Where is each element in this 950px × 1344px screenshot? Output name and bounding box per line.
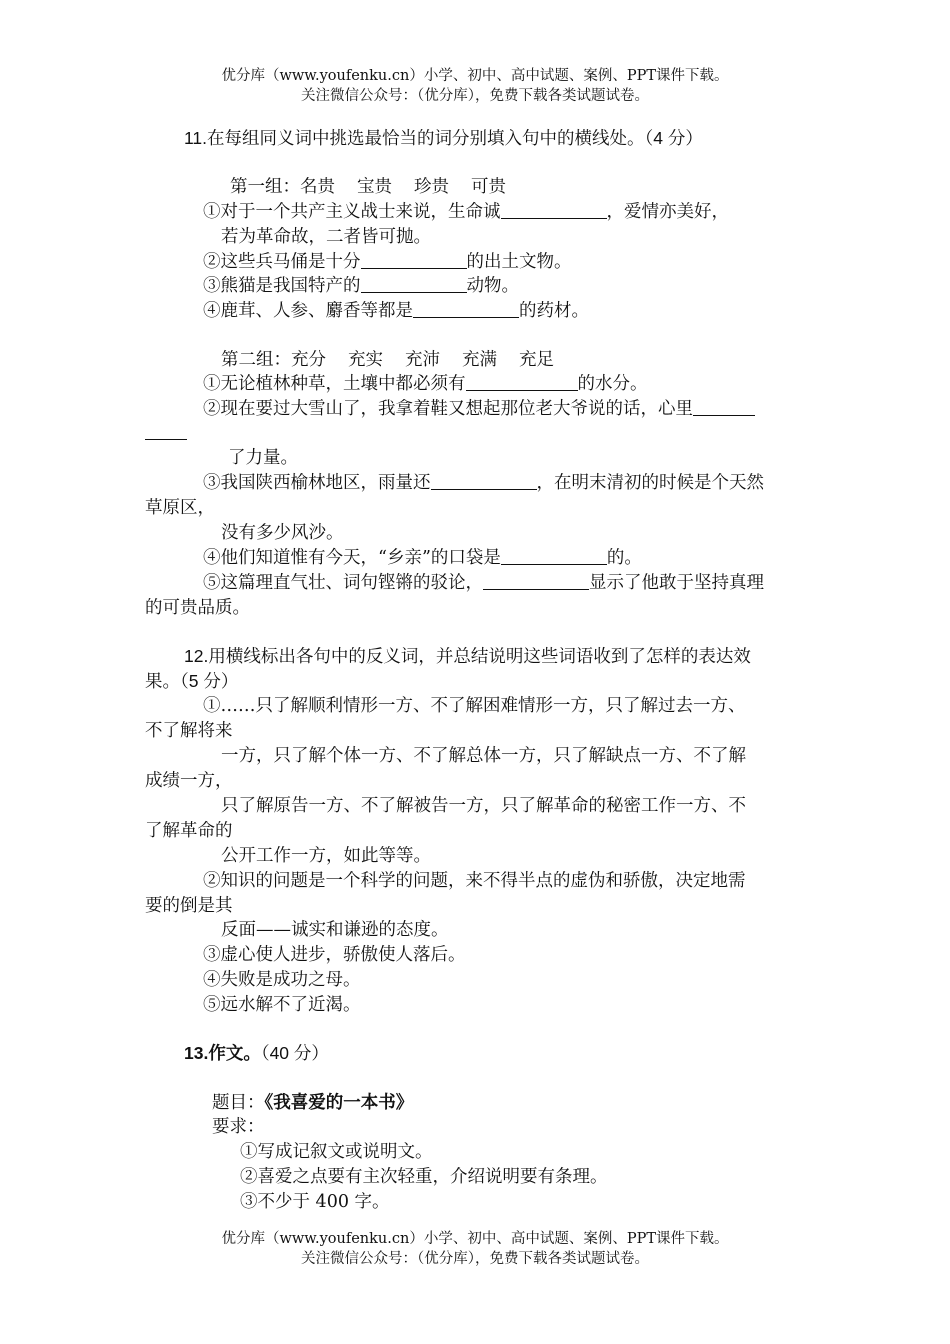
answer-blank[interactable]	[361, 274, 467, 293]
header-line-1: 优分库（www.youfenku.cn）小学、初中、高中试题、案例、PPT课件下载。	[221, 68, 729, 84]
q11-group2-wordlist	[221, 348, 554, 372]
answer-blank[interactable]	[413, 299, 519, 318]
topic-label: 题目：	[212, 1093, 265, 1113]
topic-title: 《我喜爱的一本书》	[264, 1093, 414, 1113]
group1-word: 珍贵	[414, 177, 449, 197]
q13-title-text: 13.作文。	[184, 1043, 261, 1063]
item-text: 的出土文物。	[466, 252, 572, 272]
group2-word: 充足	[519, 350, 554, 370]
item-text: 显示了他敢于坚持真理	[589, 573, 764, 593]
q12-line: ②知识的问题是一个科学的问题，来不得半点的虚伪和骄傲，决定地需	[203, 871, 746, 891]
group2-label: 第二组：	[221, 350, 291, 370]
g1-item-4	[203, 299, 589, 323]
g2-item-5-continued: 的可贵品质。	[145, 598, 250, 618]
q13-requirement: ①写成记叙文或说明文。	[240, 1142, 433, 1162]
q13-topic	[212, 1091, 413, 1115]
page-header	[0, 66, 950, 106]
group1-word: 宝贵	[357, 177, 392, 197]
item-text: ④他们知道惟有今天，“乡亲”的口袋是	[203, 548, 501, 568]
g1-item-3	[203, 274, 519, 298]
footer-line-2: 关注微信公众号：（优分库），免费下载各类试题试卷。	[301, 1251, 649, 1267]
g2-item-4	[203, 546, 642, 570]
group2-word: 充沛	[405, 350, 440, 370]
answer-blank[interactable]	[501, 546, 607, 565]
item-text: ②这些兵马俑是十分	[203, 252, 361, 272]
q12-line: ①……只了解顺利情形一方、不了解困难情形一方，只了解过去一方、	[203, 696, 746, 716]
q13-title	[184, 1041, 329, 1065]
answer-blank[interactable]	[466, 372, 578, 391]
q12-line: 公开工作一方，如此等等。	[221, 846, 431, 866]
q12-title-continued: 果。（5 分）	[145, 671, 239, 691]
header-line-2: 关注微信公众号：（优分库），免费下载各类试题试卷。	[301, 88, 649, 104]
q12-title: 12.用横线标出各句中的反义词，并总结说明这些词语收到了怎样的表达效	[184, 646, 751, 666]
q12-line: 了解革命的	[145, 821, 233, 841]
item-text: 动物。	[466, 276, 519, 296]
q11-title: 11.在每组同义词中挑选最恰当的词分别填入句中的横线处。（4 分）	[184, 128, 703, 148]
q12-line: 不了解将来	[145, 721, 233, 741]
answer-blank[interactable]	[693, 397, 755, 416]
item-text: ①对于一个共产主义战士来说，生命诚	[203, 202, 501, 222]
g2-item-1	[203, 372, 648, 396]
g2-item-3-continued-2: 没有多少风沙。	[221, 523, 344, 543]
answer-blank[interactable]	[501, 200, 607, 219]
q12-line: 只了解原告一方、不了解被告一方，只了解革命的秘密工作一方、不	[221, 796, 746, 816]
answer-blank[interactable]	[361, 250, 467, 269]
item-text: ，在明末清初的时候是个天然	[536, 473, 764, 493]
item-text: ①无论植林种草，土壤中都必须有	[203, 374, 466, 394]
g2-item-3-continued: 草原区，	[145, 498, 215, 518]
answer-blank-continued[interactable]	[145, 421, 187, 440]
q13-requirement: ③不少于 400 字。	[240, 1192, 390, 1212]
q12-line: 反面——诚实和谦逊的态度。	[221, 920, 449, 940]
q13-requirement: ②喜爱之点要有主次轻重，介绍说明要有条理。	[240, 1167, 608, 1187]
item-text: ③我国陕西榆林地区，雨量还	[203, 473, 431, 493]
g2-item-2	[203, 397, 755, 421]
item-text: ②现在要过大雪山了，我拿着鞋又想起那位老大爷说的话，心里	[203, 399, 693, 419]
q12-line: 要的倒是其	[145, 896, 233, 916]
g1-item-1-continued: 若为革命故，二者皆可抛。	[221, 227, 431, 247]
g2-item-5	[203, 571, 764, 595]
q11-group1-wordlist	[230, 175, 506, 199]
group1-word: 可贵	[471, 177, 506, 197]
q12-line: 一方，只了解个体一方、不了解总体一方，只了解缺点一方、不了解	[221, 746, 746, 766]
g1-item-2	[203, 250, 572, 274]
q12-line: ③虚心使人进步，骄傲使人落后。	[203, 945, 466, 965]
q13-requirements-label: 要求：	[212, 1117, 265, 1137]
group1-word: 名贵	[300, 177, 335, 197]
item-text: ③熊猫是我国特产的	[203, 276, 361, 296]
item-text: 的药材。	[519, 301, 589, 321]
g2-item-2-continued: 了力量。	[228, 448, 298, 468]
q12-line: 成绩一方，	[145, 771, 233, 791]
item-text: 的水分。	[577, 374, 648, 394]
item-text: ⑤这篇理直气壮、词句铿锵的驳论，	[203, 573, 483, 593]
item-text: ，爱情亦美好，	[606, 202, 729, 222]
group2-word: 充分	[291, 350, 326, 370]
page-footer	[0, 1229, 950, 1269]
g2-item-3	[203, 471, 764, 495]
item-text: ④鹿茸、人参、麝香等都是	[203, 301, 413, 321]
q12-line: ④失败是成功之母。	[203, 970, 361, 990]
q13-score: （40 分）	[260, 1043, 329, 1063]
answer-blank[interactable]	[431, 471, 537, 490]
q12-line: ⑤远水解不了近渴。	[203, 995, 361, 1015]
g1-item-1	[203, 200, 729, 224]
item-text: 的。	[606, 548, 642, 568]
answer-blank[interactable]	[483, 571, 589, 590]
group2-word: 充满	[462, 350, 497, 370]
footer-line-1: 优分库（www.youfenku.cn）小学、初中、高中试题、案例、PPT课件下载。	[221, 1231, 729, 1247]
group2-word: 充实	[348, 350, 383, 370]
group1-label: 第一组：	[230, 177, 300, 197]
